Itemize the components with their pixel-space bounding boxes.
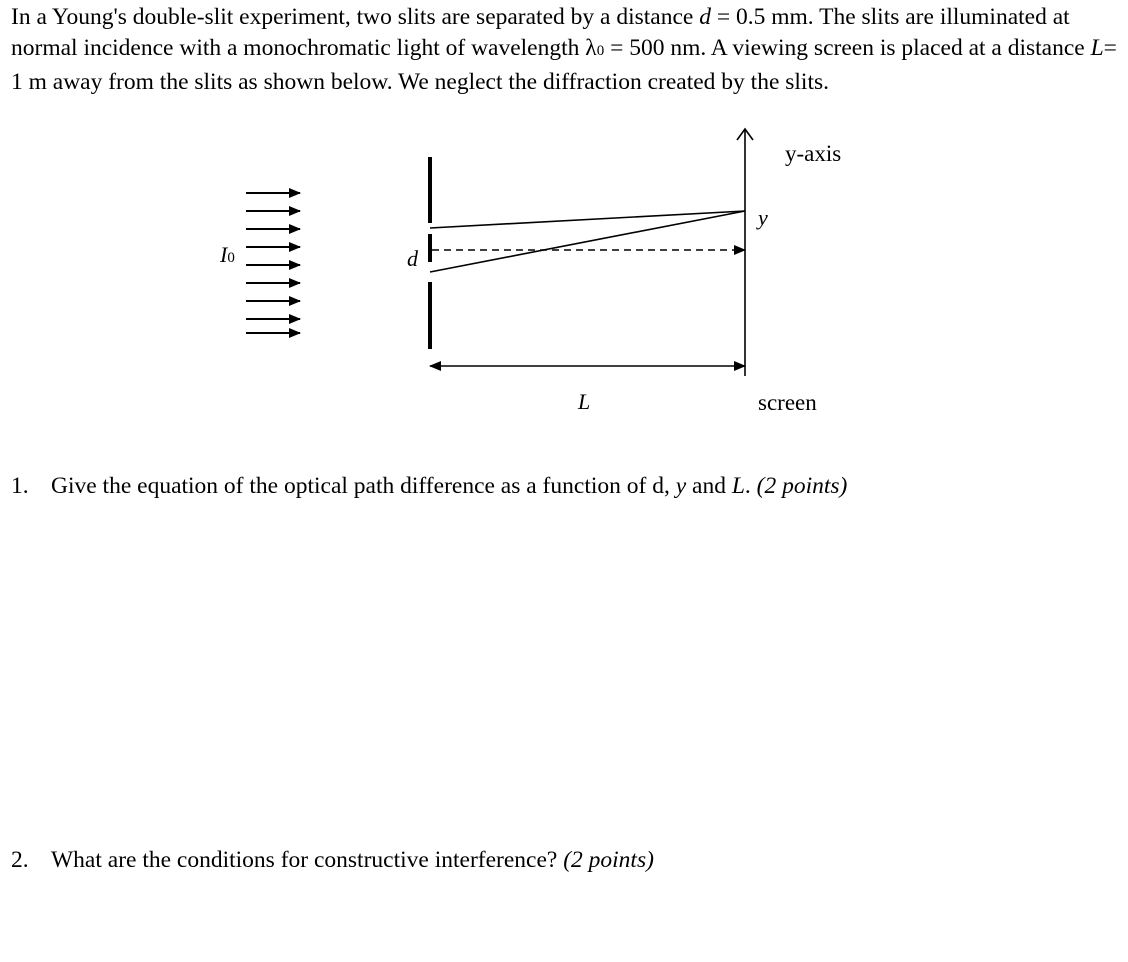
question-1-var-L: L [731, 473, 745, 499]
question-2-text: What are the conditions for constructive interference? [51, 847, 558, 873]
question-2-number: 2. [11, 847, 29, 873]
lambda-symbol: λ [585, 35, 597, 61]
question-1-period: . [744, 473, 751, 499]
question-2 [11, 845, 654, 876]
intensity-subscript: 0 [227, 250, 235, 266]
screen-label: screen [758, 390, 817, 415]
distance-L-label: L [578, 389, 591, 414]
intro-text-1: In a Young's double-slit experiment, two slits are separated by a distance [11, 4, 700, 30]
L-symbol: L [1090, 35, 1104, 61]
question-1-text: Give the equation of the optical path difference as a function of d, [51, 473, 676, 499]
question-1-number: 1. [11, 473, 29, 499]
question-1-points: (2 points) [756, 473, 848, 499]
slit-separation-label: d [407, 246, 418, 271]
intro-text-3: = 500 nm. A viewing screen is placed at a distance [604, 35, 1091, 61]
question-2-points: (2 points) [563, 847, 654, 873]
question-1-var-y: y [675, 473, 687, 499]
intro-text-4: = 1 m away from the slits as shown below. We neglect the diffraction created by the slits. [11, 35, 1117, 95]
d-symbol: d [699, 4, 711, 30]
light-rays [430, 211, 745, 272]
incident-light-arrows [246, 193, 300, 333]
intensity-label: I0 [220, 242, 235, 267]
y-position-label: y [758, 205, 768, 230]
question-1-and: and [686, 473, 732, 499]
y-axis-label: y-axis [785, 141, 842, 166]
question-1 [11, 471, 847, 502]
lambda-subscript: 0 [596, 43, 605, 59]
intro-text-2: = 0.5 mm. The slits are illuminated at normal incidence with a monochromatic light of wavelength [11, 4, 1070, 61]
